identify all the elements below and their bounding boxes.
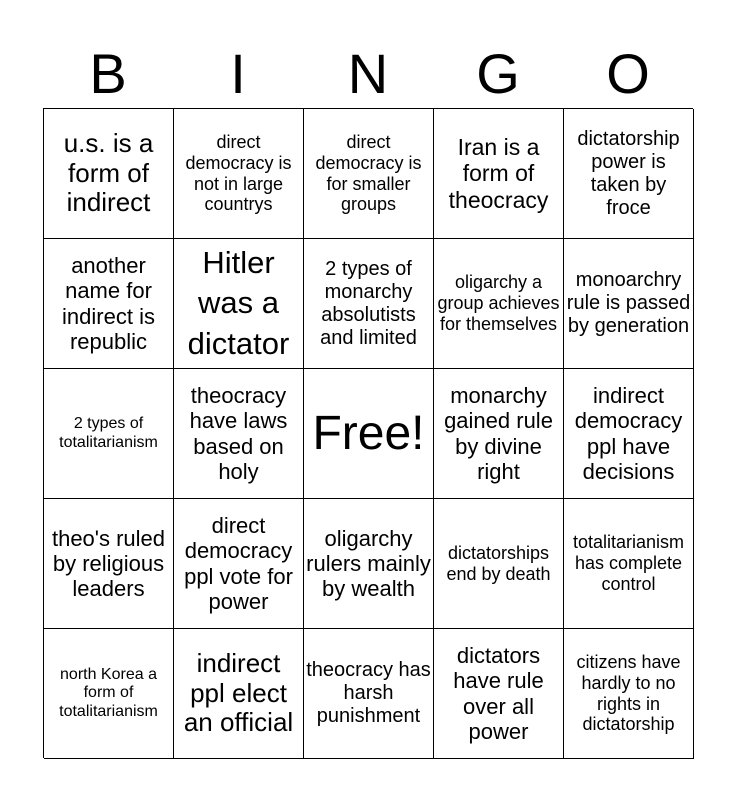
bingo-cell-r3-c5[interactable]: indirect democracy ppl have decisions (564, 369, 694, 499)
bingo-cell-r4-c3[interactable]: oligarchy rulers mainly by wealth (304, 499, 434, 629)
bingo-cell-r1-c4[interactable]: Iran is a form of theocracy (434, 109, 564, 239)
bingo-cell-r2-c5[interactable]: monoarchry rule is passed by generation (564, 239, 694, 369)
bingo-cell-r1-c2[interactable]: direct democracy is not in large countrys (174, 109, 304, 239)
bingo-cell-r2-c1[interactable]: another name for indirect is republic (44, 239, 174, 369)
bingo-cell-r2-c3[interactable]: 2 types of monarchy absolutists and limited (304, 239, 434, 369)
bingo-cell-r5-c2[interactable]: indirect ppl elect an official (174, 629, 304, 759)
bingo-header (43, 40, 693, 108)
bingo-cell-r5-c3[interactable]: theocracy has harsh punishment (304, 629, 434, 759)
bingo-cell-r4-c2[interactable]: direct democracy ppl vote for power (174, 499, 304, 629)
bingo-cell-r2-c2[interactable]: Hitler was a dictator (174, 239, 304, 369)
bingo-cell-r1-c5[interactable]: dictatorship power is taken by froce (564, 109, 694, 239)
bingo-cell-r4-c1[interactable]: theo's ruled by religious leaders (44, 499, 174, 629)
header-letter-i: I (230, 42, 246, 105)
bingo-cell-r3-c2[interactable]: theocracy have laws based on holy (174, 369, 304, 499)
bingo-cell-r4-c4[interactable]: dictatorships end by death (434, 499, 564, 629)
bingo-grid (43, 108, 693, 758)
bingo-cell-r4-c5[interactable]: totalitarianism has complete control (564, 499, 694, 629)
header-letter-o: O (606, 42, 650, 105)
bingo-cell-r5-c1[interactable]: north Korea a form of totalitarianism (44, 629, 174, 759)
header-letter-g: G (476, 42, 520, 105)
bingo-cell-r1-c3[interactable]: direct democracy is for smaller groups (304, 109, 434, 239)
header-letter-n: N (347, 42, 389, 105)
header-letter-b: B (89, 42, 127, 105)
bingo-cell-r3-c4[interactable]: monarchy gained rule by divine right (434, 369, 564, 499)
bingo-cell-r5-c4[interactable]: dictators have rule over all power (434, 629, 564, 759)
bingo-cell-r5-c5[interactable]: citizens have hardly to no rights in dictatorship (564, 629, 694, 759)
bingo-cell-free[interactable]: Free! (304, 369, 434, 499)
bingo-cell-r2-c4[interactable]: oligarchy a group achieves for themselves (434, 239, 564, 369)
bingo-cell-r1-c1[interactable]: u.s. is a form of indirect (44, 109, 174, 239)
bingo-cell-r3-c1[interactable]: 2 types of totalitarianism (44, 369, 174, 499)
